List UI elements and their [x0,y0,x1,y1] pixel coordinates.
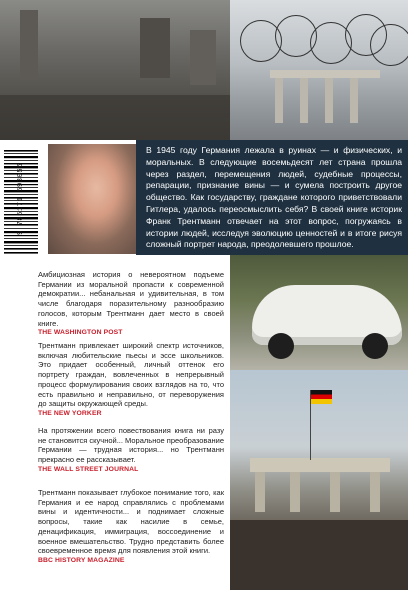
review-source: THE NEW YORKER [38,409,102,417]
barcode-number: 9 785171 593056 [17,163,25,236]
review-text: Трентманн привлекает широкий спектр источников, включая любительские пьесы и эссе школьников. Это придает особенный, личный оттенок его портрету граждан, вовлеченных в непрерывный процесс формулирования своих взглядов на то, что есть правильно и неправильно, от переворужения до защиты окружающей среды. [38,341,224,409]
berlin-wall-fall-photo [230,370,408,590]
review-bbc-history-magazine [38,488,224,564]
german-flag-icon [310,390,332,404]
review-wall-street-journal [38,426,224,473]
car-wheel-icon [362,333,388,359]
review-text: Амбициозная история о невероятном подъеме Германии из моральной пропасти к современной демократии... небанальная и удивительная, в том числе благодаря поразительному разнообразию голосов, которым Трентманн дает место в своей книге. [38,270,224,328]
ruins-photo [0,0,230,140]
car-wheel-icon [268,333,294,359]
review-source: THE WALL STREET JOURNAL [38,465,139,473]
author-portrait-photo [48,144,136,254]
review-washington-post [38,270,224,336]
description-text: В 1945 году Германия лежала в руинах — и физических, и моральных. В следующие восемьдесят лет страна прошла через раздел, перемещения людей, судебные процессы, репарации, признание вины — и сумела построить другое общество. Как государству, граждане которого приветствовали Гитлера, удалось переосмыслить себя? В своей книге историк Франк Трентманн отвечает на этот вопрос, погружаясь в истории людей, исследуя эволюцию ценностей и в итоге рисуя сложный портрет народа, преодолевшего прошлое. [146,145,402,250]
review-new-yorker [38,341,224,417]
review-source: BBC HISTORY MAGAZINE [38,556,125,564]
review-source: THE WASHINGTON POST [38,329,123,337]
review-text: Трентманн показывает глубокое понимание того, как Германия и ее народ справлялись с проблемами вины и идентичности... и поднимает сложные вопросы, такие как насилие в семье, денацификация, иммиграция, воссоединение и военное вмешательство. Трудно представить более своевременное время для появления этой книги. [38,488,224,556]
review-text: На протяжении всего повествования книга ни разу не становится скучной... Моральное преобразование Германии — трудная история... но Трентманн прекрасно ее рассказывает. [38,426,224,465]
brandenburg-gate-barbed-wire-photo [230,0,408,140]
description-box [136,140,408,255]
